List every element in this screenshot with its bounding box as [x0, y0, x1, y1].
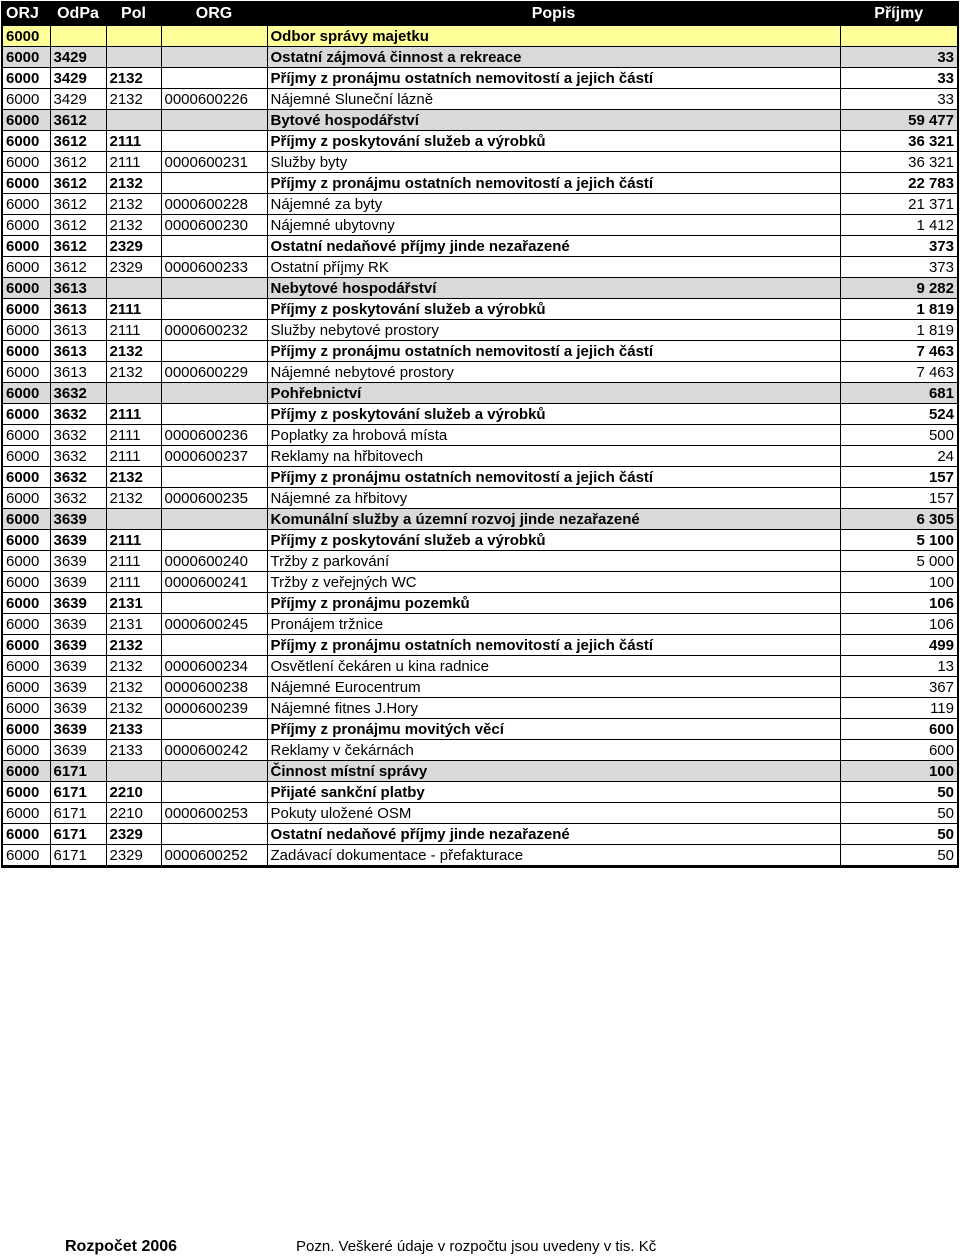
cell-pol: 2111 [106, 152, 161, 173]
cell-orj: 6000 [2, 446, 50, 467]
cell-popis: Tržby z veřejných WC [267, 572, 840, 593]
cell-odpa: 3612 [50, 215, 106, 236]
cell-odpa: 3429 [50, 89, 106, 110]
cell-prijmy: 106 [840, 614, 958, 635]
cell-pol [106, 761, 161, 782]
cell-popis: Pokuty uložené OSM [267, 803, 840, 824]
cell-orj: 6000 [2, 593, 50, 614]
cell-prijmy: 6 305 [840, 509, 958, 530]
cell-org [161, 593, 267, 614]
cell-pol: 2132 [106, 341, 161, 362]
header-orj: ORJ [2, 2, 50, 26]
cell-prijmy: 5 000 [840, 551, 958, 572]
cell-org [161, 47, 267, 68]
cell-odpa: 3612 [50, 131, 106, 152]
cell-pol: 2111 [106, 320, 161, 341]
cell-org: 0000600235 [161, 488, 267, 509]
cell-prijmy: 100 [840, 761, 958, 782]
cell-popis: Nájemné ubytovny [267, 215, 840, 236]
cell-org: 0000600229 [161, 362, 267, 383]
cell-orj: 6000 [2, 488, 50, 509]
cell-odpa: 3429 [50, 47, 106, 68]
table-body [2, 26, 958, 867]
table-row [2, 803, 958, 824]
cell-prijmy: 7 463 [840, 362, 958, 383]
cell-org: 0000600228 [161, 194, 267, 215]
cell-prijmy: 373 [840, 236, 958, 257]
cell-orj: 6000 [2, 257, 50, 278]
cell-popis: Příjmy z pronájmu ostatních nemovitostí a jejich částí [267, 173, 840, 194]
cell-pol: 2329 [106, 845, 161, 867]
cell-pol [106, 509, 161, 530]
cell-popis: Pohřebnictví [267, 383, 840, 404]
cell-orj: 6000 [2, 110, 50, 131]
cell-orj: 6000 [2, 215, 50, 236]
cell-popis: Příjmy z poskytování služeb a výrobků [267, 404, 840, 425]
cell-popis: Nebytové hospodářství [267, 278, 840, 299]
cell-odpa: 6171 [50, 803, 106, 824]
cell-prijmy: 681 [840, 383, 958, 404]
table-row [2, 362, 958, 383]
table-row [2, 509, 958, 530]
table-row [2, 383, 958, 404]
cell-prijmy: 1 819 [840, 299, 958, 320]
cell-orj: 6000 [2, 761, 50, 782]
table-row [2, 236, 958, 257]
cell-prijmy: 500 [840, 425, 958, 446]
cell-org: 0000600238 [161, 677, 267, 698]
cell-pol [106, 278, 161, 299]
table-row [2, 782, 958, 803]
cell-pol: 2132 [106, 362, 161, 383]
cell-popis: Bytové hospodářství [267, 110, 840, 131]
cell-org [161, 236, 267, 257]
cell-popis: Přijaté sankční platby [267, 782, 840, 803]
cell-odpa: 3612 [50, 152, 106, 173]
cell-orj: 6000 [2, 404, 50, 425]
header-prijmy: Příjmy [840, 2, 958, 26]
cell-org: 0000600253 [161, 803, 267, 824]
cell-odpa: 3639 [50, 572, 106, 593]
cell-org [161, 299, 267, 320]
table-row [2, 341, 958, 362]
cell-popis: Příjmy z pronájmu ostatních nemovitostí a jejich částí [267, 68, 840, 89]
table-row [2, 656, 958, 677]
cell-orj: 6000 [2, 299, 50, 320]
cell-pol: 2132 [106, 68, 161, 89]
cell-org [161, 824, 267, 845]
cell-pol: 2111 [106, 446, 161, 467]
cell-org [161, 26, 267, 47]
cell-org [161, 131, 267, 152]
table-row [2, 110, 958, 131]
cell-popis: Služby nebytové prostory [267, 320, 840, 341]
table-row [2, 68, 958, 89]
cell-pol: 2111 [106, 572, 161, 593]
cell-pol [106, 110, 161, 131]
cell-odpa: 3639 [50, 593, 106, 614]
cell-pol: 2111 [106, 425, 161, 446]
cell-orj: 6000 [2, 47, 50, 68]
cell-popis: Tržby z parkování [267, 551, 840, 572]
cell-popis: Ostatní zájmová činnost a rekreace [267, 47, 840, 68]
cell-popis: Reklamy v čekárnách [267, 740, 840, 761]
table-row [2, 215, 958, 236]
cell-pol [106, 26, 161, 47]
cell-orj: 6000 [2, 656, 50, 677]
table-row [2, 404, 958, 425]
cell-org: 0000600252 [161, 845, 267, 867]
cell-org [161, 509, 267, 530]
cell-pol: 2111 [106, 551, 161, 572]
cell-orj: 6000 [2, 278, 50, 299]
cell-org: 0000600237 [161, 446, 267, 467]
cell-prijmy: 157 [840, 488, 958, 509]
cell-org: 0000600239 [161, 698, 267, 719]
cell-popis: Služby byty [267, 152, 840, 173]
cell-odpa: 3632 [50, 467, 106, 488]
cell-org: 0000600241 [161, 572, 267, 593]
cell-orj: 6000 [2, 845, 50, 867]
cell-prijmy: 499 [840, 635, 958, 656]
cell-popis: Zadávací dokumentace - přefakturace [267, 845, 840, 867]
cell-popis: Nájemné Eurocentrum [267, 677, 840, 698]
cell-odpa: 3639 [50, 635, 106, 656]
table-row [2, 446, 958, 467]
cell-prijmy: 100 [840, 572, 958, 593]
cell-orj: 6000 [2, 341, 50, 362]
cell-orj: 6000 [2, 572, 50, 593]
cell-odpa: 6171 [50, 845, 106, 867]
header-pol: Pol [106, 2, 161, 26]
cell-prijmy: 157 [840, 467, 958, 488]
cell-orj: 6000 [2, 467, 50, 488]
cell-odpa: 3632 [50, 446, 106, 467]
footer-note: Pozn. Veškeré údaje v rozpočtu jsou uvedeny v tis. Kč [296, 1238, 657, 1255]
cell-org [161, 173, 267, 194]
cell-prijmy: 600 [840, 740, 958, 761]
cell-pol: 2111 [106, 131, 161, 152]
table-row [2, 320, 958, 341]
cell-org [161, 719, 267, 740]
cell-orj: 6000 [2, 719, 50, 740]
cell-prijmy: 33 [840, 89, 958, 110]
cell-prijmy: 33 [840, 47, 958, 68]
cell-org [161, 467, 267, 488]
table-row [2, 152, 958, 173]
cell-org: 0000600230 [161, 215, 267, 236]
cell-popis: Příjmy z pronájmu ostatních nemovitostí a jejich částí [267, 341, 840, 362]
cell-org: 0000600236 [161, 425, 267, 446]
cell-popis: Příjmy z pronájmu ostatních nemovitostí a jejich částí [267, 467, 840, 488]
table-row [2, 530, 958, 551]
cell-pol: 2132 [106, 173, 161, 194]
cell-pol: 2132 [106, 467, 161, 488]
cell-popis: Osvětlení čekáren u kina radnice [267, 656, 840, 677]
cell-odpa: 6171 [50, 824, 106, 845]
cell-pol [106, 383, 161, 404]
cell-org [161, 761, 267, 782]
cell-prijmy: 36 321 [840, 152, 958, 173]
cell-org [161, 635, 267, 656]
table-row [2, 761, 958, 782]
cell-prijmy: 50 [840, 803, 958, 824]
cell-odpa: 3639 [50, 530, 106, 551]
cell-pol: 2132 [106, 89, 161, 110]
cell-prijmy: 367 [840, 677, 958, 698]
table-row [2, 26, 958, 47]
cell-orj: 6000 [2, 236, 50, 257]
cell-popis: Ostatní příjmy RK [267, 257, 840, 278]
cell-prijmy: 50 [840, 845, 958, 867]
cell-orj: 6000 [2, 89, 50, 110]
cell-popis: Komunální služby a územní rozvoj jinde nezařazené [267, 509, 840, 530]
cell-odpa: 3632 [50, 425, 106, 446]
cell-popis: Nájemné Sluneční lázně [267, 89, 840, 110]
cell-org [161, 530, 267, 551]
cell-prijmy: 119 [840, 698, 958, 719]
cell-orj: 6000 [2, 362, 50, 383]
cell-odpa: 3613 [50, 278, 106, 299]
cell-pol: 2111 [106, 404, 161, 425]
cell-prijmy: 22 783 [840, 173, 958, 194]
cell-orj: 6000 [2, 551, 50, 572]
cell-odpa: 3612 [50, 194, 106, 215]
cell-odpa: 3639 [50, 698, 106, 719]
cell-org [161, 68, 267, 89]
cell-prijmy: 50 [840, 782, 958, 803]
cell-popis: Ostatní nedaňové příjmy jinde nezařazené [267, 824, 840, 845]
table-row [2, 614, 958, 635]
cell-odpa: 3613 [50, 299, 106, 320]
table-row [2, 740, 958, 761]
cell-odpa: 3639 [50, 677, 106, 698]
cell-orj: 6000 [2, 782, 50, 803]
cell-org [161, 782, 267, 803]
table-row [2, 635, 958, 656]
cell-popis: Příjmy z pronájmu ostatních nemovitostí a jejich částí [267, 635, 840, 656]
cell-orj: 6000 [2, 383, 50, 404]
table-row [2, 845, 958, 867]
cell-org: 0000600232 [161, 320, 267, 341]
cell-pol: 2132 [106, 488, 161, 509]
cell-prijmy: 36 321 [840, 131, 958, 152]
cell-pol: 2210 [106, 782, 161, 803]
table-row [2, 698, 958, 719]
table-row [2, 425, 958, 446]
footer-budget-year: Rozpočet 2006 [65, 1238, 178, 1255]
cell-popis: Reklamy na hřbitovech [267, 446, 840, 467]
cell-prijmy: 7 463 [840, 341, 958, 362]
cell-orj: 6000 [2, 152, 50, 173]
cell-pol: 2132 [106, 698, 161, 719]
cell-popis: Příjmy z pronájmu movitých věcí [267, 719, 840, 740]
cell-orj: 6000 [2, 740, 50, 761]
cell-odpa: 3639 [50, 614, 106, 635]
cell-prijmy: 33 [840, 68, 958, 89]
cell-prijmy: 21 371 [840, 194, 958, 215]
cell-prijmy: 106 [840, 593, 958, 614]
cell-org [161, 404, 267, 425]
cell-popis: Ostatní nedaňové příjmy jinde nezařazené [267, 236, 840, 257]
cell-org [161, 383, 267, 404]
cell-pol: 2132 [106, 677, 161, 698]
cell-odpa: 3429 [50, 68, 106, 89]
cell-prijmy: 9 282 [840, 278, 958, 299]
cell-orj: 6000 [2, 530, 50, 551]
cell-org: 0000600245 [161, 614, 267, 635]
budget-table [1, 1, 959, 868]
cell-orj: 6000 [2, 824, 50, 845]
cell-org: 0000600234 [161, 656, 267, 677]
cell-prijmy: 13 [840, 656, 958, 677]
cell-pol: 2133 [106, 719, 161, 740]
cell-org: 0000600233 [161, 257, 267, 278]
table-row [2, 824, 958, 845]
header-row [2, 2, 958, 26]
cell-orj: 6000 [2, 131, 50, 152]
cell-orj: 6000 [2, 677, 50, 698]
cell-orj: 6000 [2, 320, 50, 341]
cell-popis: Činnost místní správy [267, 761, 840, 782]
cell-odpa: 3613 [50, 341, 106, 362]
cell-popis: Příjmy z poskytování služeb a výrobků [267, 530, 840, 551]
cell-pol: 2329 [106, 236, 161, 257]
cell-odpa: 3632 [50, 383, 106, 404]
cell-popis: Pronájem tržnice [267, 614, 840, 635]
table-row [2, 551, 958, 572]
cell-odpa: 6171 [50, 782, 106, 803]
cell-popis: Nájemné nebytové prostory [267, 362, 840, 383]
cell-prijmy: 524 [840, 404, 958, 425]
header-odpa: OdPa [50, 2, 106, 26]
cell-popis: Nájemné fitnes J.Hory [267, 698, 840, 719]
cell-odpa: 3612 [50, 257, 106, 278]
cell-prijmy [840, 26, 958, 47]
table-row [2, 467, 958, 488]
cell-odpa: 6171 [50, 761, 106, 782]
cell-pol: 2132 [106, 656, 161, 677]
cell-prijmy: 373 [840, 257, 958, 278]
cell-pol: 2131 [106, 614, 161, 635]
cell-prijmy: 24 [840, 446, 958, 467]
cell-pol: 2131 [106, 593, 161, 614]
cell-odpa: 3632 [50, 404, 106, 425]
cell-odpa: 3639 [50, 509, 106, 530]
cell-popis: Nájemné za hřbitovy [267, 488, 840, 509]
cell-popis: Příjmy z poskytování služeb a výrobků [267, 131, 840, 152]
table-row [2, 278, 958, 299]
header-popis: Popis [267, 2, 840, 26]
cell-pol: 2111 [106, 299, 161, 320]
cell-popis: Poplatky za hrobová místa [267, 425, 840, 446]
cell-pol: 2132 [106, 194, 161, 215]
cell-pol: 2111 [106, 530, 161, 551]
cell-org: 0000600242 [161, 740, 267, 761]
table-row [2, 47, 958, 68]
cell-pol: 2133 [106, 740, 161, 761]
cell-odpa: 3632 [50, 488, 106, 509]
cell-popis: Nájemné za byty [267, 194, 840, 215]
cell-orj: 6000 [2, 173, 50, 194]
cell-org [161, 278, 267, 299]
cell-odpa [50, 26, 106, 47]
cell-pol: 2132 [106, 215, 161, 236]
cell-orj: 6000 [2, 509, 50, 530]
cell-pol: 2329 [106, 824, 161, 845]
cell-pol [106, 47, 161, 68]
table-row [2, 572, 958, 593]
cell-orj: 6000 [2, 803, 50, 824]
cell-pol: 2329 [106, 257, 161, 278]
table-row [2, 593, 958, 614]
cell-prijmy: 59 477 [840, 110, 958, 131]
cell-odpa: 3612 [50, 110, 106, 131]
cell-odpa: 3612 [50, 236, 106, 257]
table-row [2, 194, 958, 215]
cell-orj: 6000 [2, 614, 50, 635]
table-row [2, 677, 958, 698]
cell-orj: 6000 [2, 635, 50, 656]
cell-odpa: 3639 [50, 719, 106, 740]
cell-orj: 6000 [2, 698, 50, 719]
cell-odpa: 3639 [50, 656, 106, 677]
cell-org: 0000600231 [161, 152, 267, 173]
table-row [2, 257, 958, 278]
table-row [2, 488, 958, 509]
cell-prijmy: 1 412 [840, 215, 958, 236]
cell-org: 0000600240 [161, 551, 267, 572]
header-org: ORG [161, 2, 267, 26]
cell-popis: Odbor správy majetku [267, 26, 840, 47]
cell-pol: 2210 [106, 803, 161, 824]
cell-odpa: 3613 [50, 320, 106, 341]
cell-odpa: 3639 [50, 740, 106, 761]
table-row [2, 719, 958, 740]
cell-prijmy: 600 [840, 719, 958, 740]
cell-popis: Příjmy z pronájmu pozemků [267, 593, 840, 614]
table-row [2, 131, 958, 152]
cell-prijmy: 5 100 [840, 530, 958, 551]
table-row [2, 89, 958, 110]
cell-popis: Příjmy z poskytování služeb a výrobků [267, 299, 840, 320]
cell-orj: 6000 [2, 68, 50, 89]
cell-orj: 6000 [2, 26, 50, 47]
cell-orj: 6000 [2, 425, 50, 446]
cell-odpa: 3613 [50, 362, 106, 383]
table-row [2, 299, 958, 320]
cell-org: 0000600226 [161, 89, 267, 110]
cell-prijmy: 50 [840, 824, 958, 845]
cell-orj: 6000 [2, 194, 50, 215]
table-row [2, 173, 958, 194]
cell-odpa: 3612 [50, 173, 106, 194]
cell-org [161, 110, 267, 131]
cell-prijmy: 1 819 [840, 320, 958, 341]
cell-odpa: 3639 [50, 551, 106, 572]
cell-pol: 2132 [106, 635, 161, 656]
cell-org [161, 341, 267, 362]
